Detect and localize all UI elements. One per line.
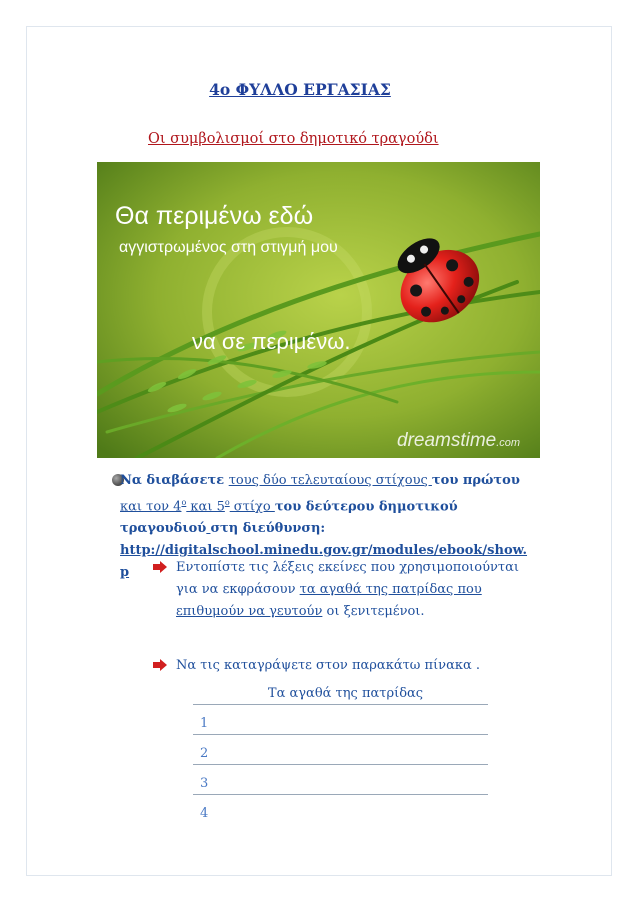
worksheet-subtitle: Οι συμβολισμοί στο δημοτικό τραγούδι [148,131,439,147]
table-row[interactable]: 2 [193,735,488,765]
watermark: dreamstime.com [397,430,521,451]
ebook-link-cont[interactable]: p [120,565,130,581]
table-row[interactable]: 1 [193,705,488,735]
caption-line-2: αγγιστρωμένος στη στιγμή μου [119,239,338,256]
task-instructions: Να διαβάσετε τους δύο τελευταίους στίχους του πρώτου και τον $4^o$ και $5^o$ στίχο του δεύτερου δημοτικού τραγουδιού στη διεύθυνση: http://digitalschool.minedu.gov.gr/modules/ebook/show. p [120,473,528,581]
subtask-record: Να τις καταγράψετε στον παρακάτω πίνακα . [176,658,481,673]
ebook-link[interactable]: http://digitalschool.minedu.gov.gr/modules/ebook/show. [120,543,528,559]
caption-line-3: να σε περιμένω. [192,329,351,354]
red-arrow-icon [153,659,167,671]
goods-table-header: Τα αγαθά της πατρίδας [193,674,488,705]
table-row[interactable]: 3 [193,765,488,795]
worksheet-title: 4ο ΦΥΛΛΟ ΕΡΓΑΣΙΑΣ [209,80,391,99]
ladybug-photo [97,162,540,458]
caption-line-1: Θα περιμένω εδώ [115,202,314,230]
goods-table [193,674,488,824]
table-row[interactable]: 4 [200,806,209,821]
subtask-find-words: Εντοπίστε τις λέξεις εκείνες που χρησιμοποιούνται για να εκφράσουν τα αγαθά της πατρίδας που επιθυμούν να γευτούν οι ξενιτεμένοι. [176,560,519,619]
red-arrow-icon [153,561,167,573]
